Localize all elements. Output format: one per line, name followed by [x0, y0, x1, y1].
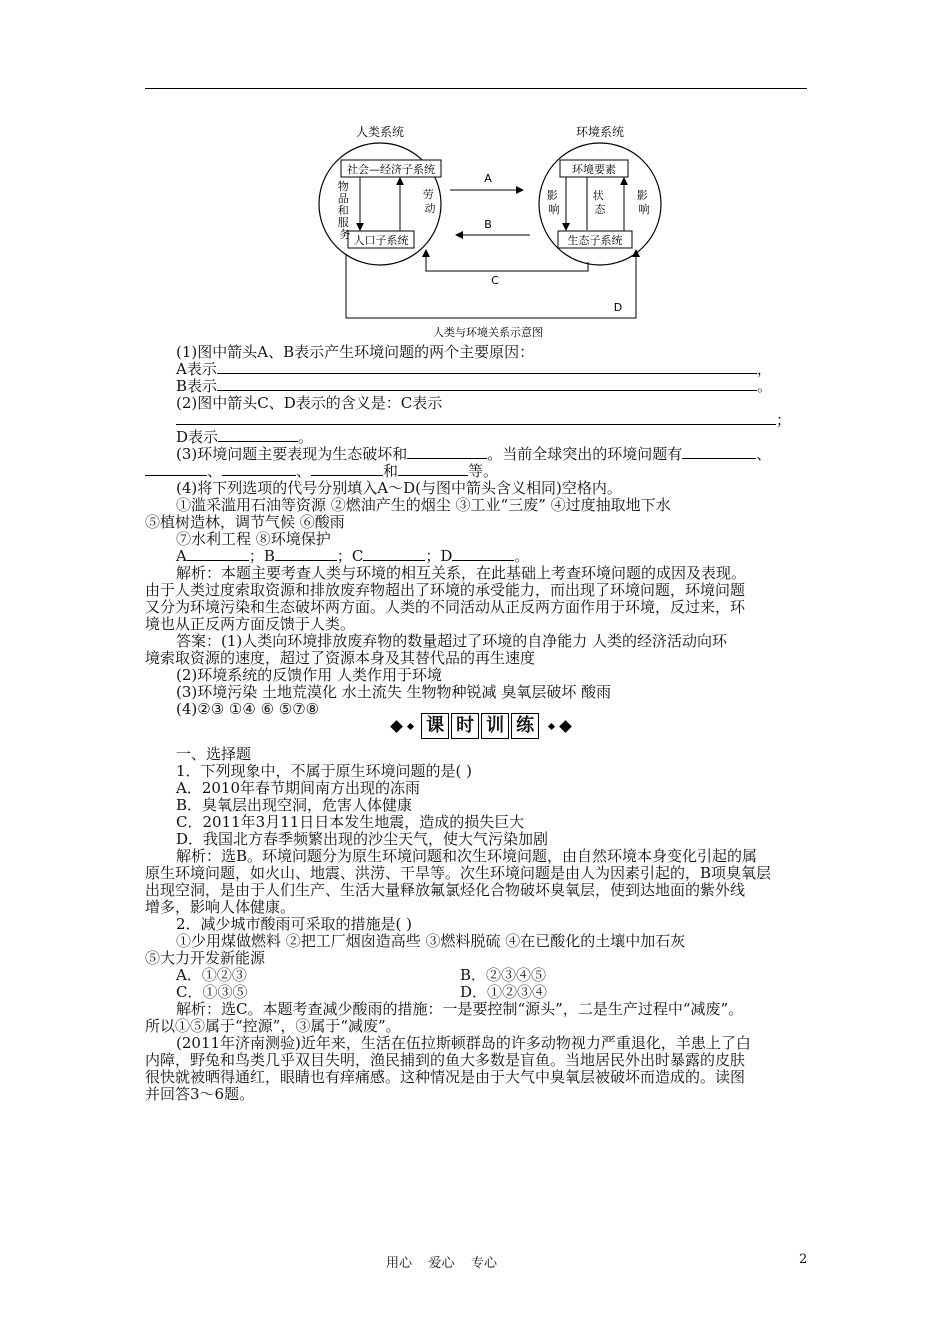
answer-d-line: D表示 。: [176, 428, 314, 446]
passage-1: (2011年济南测验)近年来，生活在伍拉斯顿群岛的许多动物视力严重退化，羊患上了白: [176, 1034, 751, 1052]
section-title: 课 时 训 练: [388, 713, 588, 739]
answer-4: (3)环境污染 土地荒漠化 水土流失 生物物种锐减 臭氧层破坏 酸雨: [176, 683, 612, 701]
blank[interactable]: [222, 462, 296, 476]
header-rule: [145, 88, 807, 89]
section-heading: 一、选择题: [176, 745, 252, 763]
q1-option-c: C．2011年3月11日日本发生地震，造成的损失巨大: [176, 813, 525, 831]
q2-option-a: A．①②③: [176, 966, 247, 984]
answer-abcd-line: A ；B ；C ；D 。: [176, 547, 530, 565]
labor-label: 劳 动: [422, 188, 436, 215]
q2-option-d: D．①②③④: [460, 983, 548, 1001]
arrow-c-label: C: [491, 274, 499, 287]
q1-analysis-4: 增多，影响人体健康。: [145, 898, 296, 916]
page-number: 2: [799, 1252, 808, 1267]
blank[interactable]: [311, 462, 383, 476]
q3-prompt: (3)环境问题主要表现为生态破坏和 。当前全球突出的环境问题有 、: [176, 445, 772, 463]
diamond-icon: [390, 720, 403, 733]
q2-option-b: B．②③④⑤: [460, 966, 547, 984]
answer-1: 答案：(1)人类向环境排放废弃物的数量超过了环境的自净能力 人类的经济活动向环: [176, 632, 728, 650]
analysis-4: 境也从正反两方面反馈于人类。: [145, 615, 356, 633]
goods-services-label: 物 品 和 服 务: [337, 180, 351, 241]
state-label: 状 态: [592, 189, 606, 216]
analysis-2: 由于人类过度索取资源和排放废弃物超出了环境的承受能力，而出现了环境问题，环境问题: [145, 581, 746, 599]
answer-5: (4)②③ ①④ ⑥ ⑤⑦⑧: [176, 700, 320, 718]
diamond-icon: [559, 720, 572, 733]
options-line-1: ①滥采滥用石油等资源 ②燃油产生的烟尘 ③工业“三废” ④过度抽取地下水: [176, 496, 671, 514]
footer-motto: 用心 爱心 专心: [386, 1256, 498, 1271]
env-system-title: 环境系统: [575, 125, 625, 139]
question-1: 1．下列现象中，不属于原生环境问题的是( ): [176, 762, 473, 780]
q1-analysis-1: 解析：选B。环境问题分为原生环境问题和次生环境问题，由自然环境本身变化引起的属: [176, 847, 758, 865]
q3-continuation: 、 、 和 等。: [145, 462, 498, 480]
influence-right-label: 影 响: [636, 189, 650, 216]
socio-economic-label: 社会—经济子系统: [347, 163, 435, 176]
blank[interactable]: [145, 462, 207, 476]
human-environment-diagram: [318, 118, 668, 340]
blank[interactable]: [452, 547, 514, 561]
blank[interactable]: [682, 445, 756, 459]
q1-option-d: D．我国北方春季频繁出现的沙尘天气，使大气污染加剧: [176, 830, 549, 848]
blank[interactable]: [275, 547, 337, 561]
answer-3: (2)环境系统的反馈作用 人类作用于环境: [176, 666, 443, 684]
q1-analysis-2: 原生环境问题，如火山、地震、洪涝、干旱等。次生环境问题是由人为因素引起的，B项臭氧层: [145, 864, 772, 882]
population-label: 人口子系统: [353, 234, 409, 247]
analysis-3: 又分为环境污染和生态破坏两方面。人类的不同活动从正反两方面作用于环境，反过来，环: [145, 598, 746, 616]
blank[interactable]: [217, 377, 757, 391]
arrow-a-label: A: [484, 172, 492, 185]
q2-options-2: ⑤大力开发新能源: [145, 949, 266, 967]
diagram-caption: 人类与环境关系示意图: [433, 326, 543, 339]
q4-prompt: (4)将下列选项的代号分别填入A～D(与图中箭头含义相同)空格内。: [176, 479, 622, 497]
blank[interactable]: [407, 445, 487, 459]
q1-prompt: (1)图中箭头A、B表示产生环境问题的两个主要原因：: [176, 343, 535, 361]
options-line-2: ⑤植树造林，调节气候 ⑥酸雨: [145, 513, 345, 531]
blank[interactable]: [217, 360, 757, 374]
q2-options-1: ①少用煤做燃料 ②把工厂烟囱造高些 ③燃料脱硫 ④在已酸化的土壤中加石灰: [176, 932, 686, 950]
answer-2: 境索取资源的速度，超过了资源本身及其替代品的再生速度: [145, 649, 536, 667]
diamond-small-icon: [407, 723, 414, 730]
q2-option-c: C．①③⑤: [176, 983, 248, 1001]
env-elements-label: 环境要素: [572, 163, 616, 176]
passage-3: 很快就被晒得通红，眼睛也有痒痛感。这种情况是由于大气中臭氧层被破坏而造成的。读图: [145, 1068, 746, 1086]
q1-analysis-3: 出现空洞，是由于人们生产、生活大量释放氟氯烃化合物破坏臭氧层，使到达地面的紫外线: [145, 881, 746, 899]
options-line-3: ⑦水利工程 ⑧环境保护: [176, 530, 331, 548]
arrow-b-label: B: [484, 218, 492, 231]
blank[interactable]: [187, 547, 249, 561]
blank[interactable]: [398, 462, 468, 476]
diamond-small-icon: [548, 723, 555, 730]
q2-analysis-1: 解析：选C。本题考查减少酸雨的措施：一是要控制“源头”，二是生产过程中“减废”。: [176, 1000, 744, 1018]
q1-option-b: B．臭氧层出现空洞，危害人体健康: [176, 796, 413, 814]
q2-analysis-2: 所以①⑤属于“控源”，③属于“减废”。: [145, 1017, 401, 1035]
influence-left-label: 影 响: [546, 189, 560, 216]
analysis-1: 解析：本题主要考查人类与环境的相互关系，在此基础上考查环境问题的成因及表现。: [176, 564, 747, 582]
question-2: 2．减少城市酸雨可采取的措施是( ): [176, 915, 413, 933]
blank[interactable]: [363, 547, 425, 561]
passage-4: 并回答3～6题。: [145, 1085, 255, 1103]
passage-2: 内障，野兔和鸟类几乎双目失明，渔民捕到的鱼大多数是盲鱼。当地居民外出时暴露的皮肤: [145, 1051, 746, 1069]
arrow-d-label: D: [613, 301, 623, 314]
q2-prompt: (2)图中箭头C、D表示的含义是：C表示: [176, 394, 443, 412]
eco-sub-label: 生态子系统: [567, 234, 623, 247]
answer-c-line: ；: [176, 411, 791, 429]
blank[interactable]: [176, 411, 776, 425]
answer-b-line: B表示 。: [176, 377, 773, 395]
human-system-title: 人类系统: [355, 125, 405, 139]
blank[interactable]: [218, 428, 298, 442]
q1-option-a: A．2010年春节期间南方出现的冻雨: [176, 779, 421, 797]
answer-a-line: A表示 ，: [176, 360, 772, 378]
